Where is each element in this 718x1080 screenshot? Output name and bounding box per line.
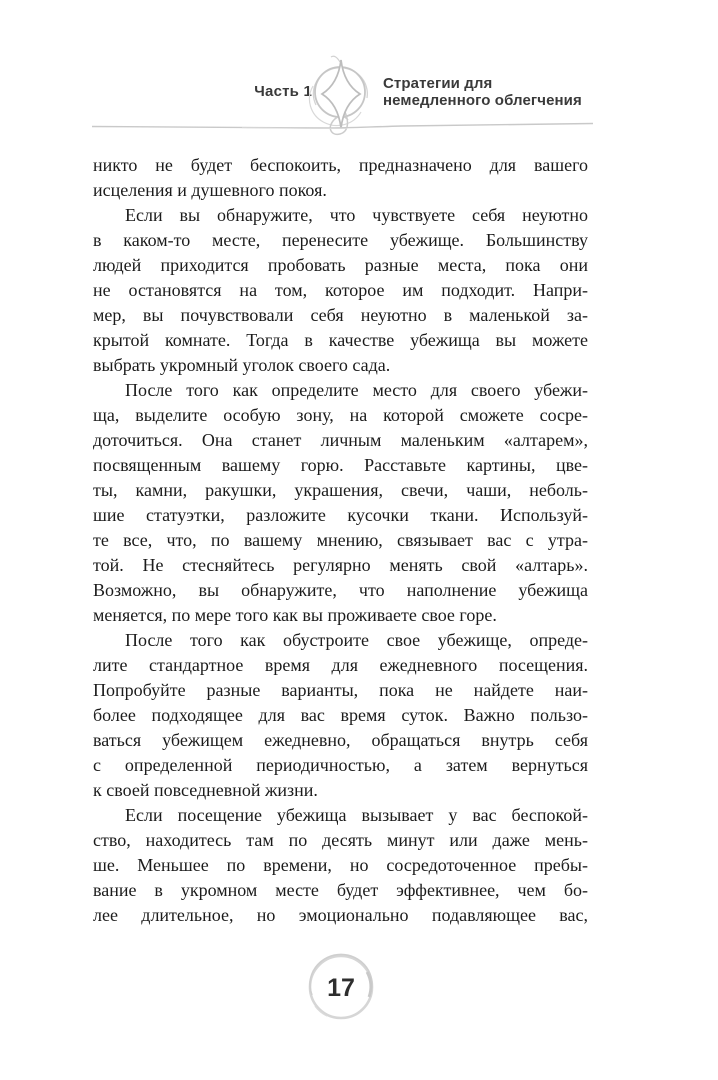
text-line: те все, что, по вашему мнению, связывает вас с утра- (93, 530, 588, 550)
text-line: никто не будет беспокоить, предназначено для вашего (93, 155, 588, 175)
text-line: доточиться. Она станет личным маленьким «алтарем», (93, 430, 588, 450)
text-line: выбрать укромный уголок своего сада. (93, 355, 391, 375)
section-title-line1: Стратегии для (383, 75, 493, 92)
section-title (383, 75, 623, 109)
text-line: Возможно, вы обнаружите, что наполнение убежища (93, 580, 588, 600)
text-line: Если посещение убежища вызывает у вас беспокой- (125, 805, 588, 825)
text-line: посвященным вашему горю. Расставьте картины, цве- (93, 455, 588, 475)
body-text (93, 153, 588, 928)
text-line: исцеления и душевного покоя. (93, 180, 327, 200)
text-line: шие статуэтки, разложите кусочки ткани. Используй- (93, 505, 588, 525)
text-line: к своей повседневной жизни. (93, 780, 318, 800)
text-line: мер, вы почувствовали себя неуютно в маленькой за- (93, 305, 588, 325)
text-line: меняется, по мере того как вы проживаете свое горе. (93, 605, 497, 625)
text-line: После того как обустроите свое убежище, опреде- (125, 630, 588, 650)
text-line: лее длительное, но эмоционально подавляющее вас, (93, 905, 588, 925)
text-line: ща, выделите особую зону, на которой сможете сосре- (93, 405, 588, 425)
text-line: Попробуйте разные варианты, пока не найдете наи- (93, 680, 588, 700)
text-line: не остановятся на том, которое им подходит. Напри- (93, 280, 588, 300)
header-divider-rule (92, 118, 593, 134)
text-line: ство, находитесь там по десять минут или даже мень- (93, 830, 588, 850)
text-line: ше. Меньшее по времени, но сосредоточенное пребы- (93, 855, 588, 875)
text-line: лите стандартное время для ежедневного посещения. (93, 655, 588, 675)
text-line: ты, камни, ракушки, украшения, свечи, чаши, неболь- (93, 480, 588, 500)
part-label: Часть 1 (254, 83, 312, 100)
text-line: более подходящее для вас время суток. Важно пользо- (93, 705, 588, 725)
text-line: вание в укромном месте будет эффективнее, чем бо- (93, 880, 588, 900)
page-number: 17 (327, 973, 355, 1002)
text-line: ваться убежищем ежедневно, обращаться внутрь себя (93, 730, 588, 750)
section-title-line2: немедленного облегчения (383, 92, 582, 109)
text-line: Если вы обнаружите, что чувствуете себя неуютно (125, 205, 588, 225)
text-line: той. Не стесняйтесь регулярно менять свой «алтарь». (93, 555, 588, 575)
text-line: крытой комнате. Тогда в качестве убежища вы можете (93, 330, 588, 350)
text-line: с определенной периодичностью, а затем вернуться (93, 755, 588, 775)
text-line: людей приходится пробовать разные места, пока они (93, 255, 588, 275)
text-line: После того как определите место для своего убежи- (125, 380, 588, 400)
text-line: в каком-то месте, перенесите убежище. Большинству (93, 230, 588, 250)
